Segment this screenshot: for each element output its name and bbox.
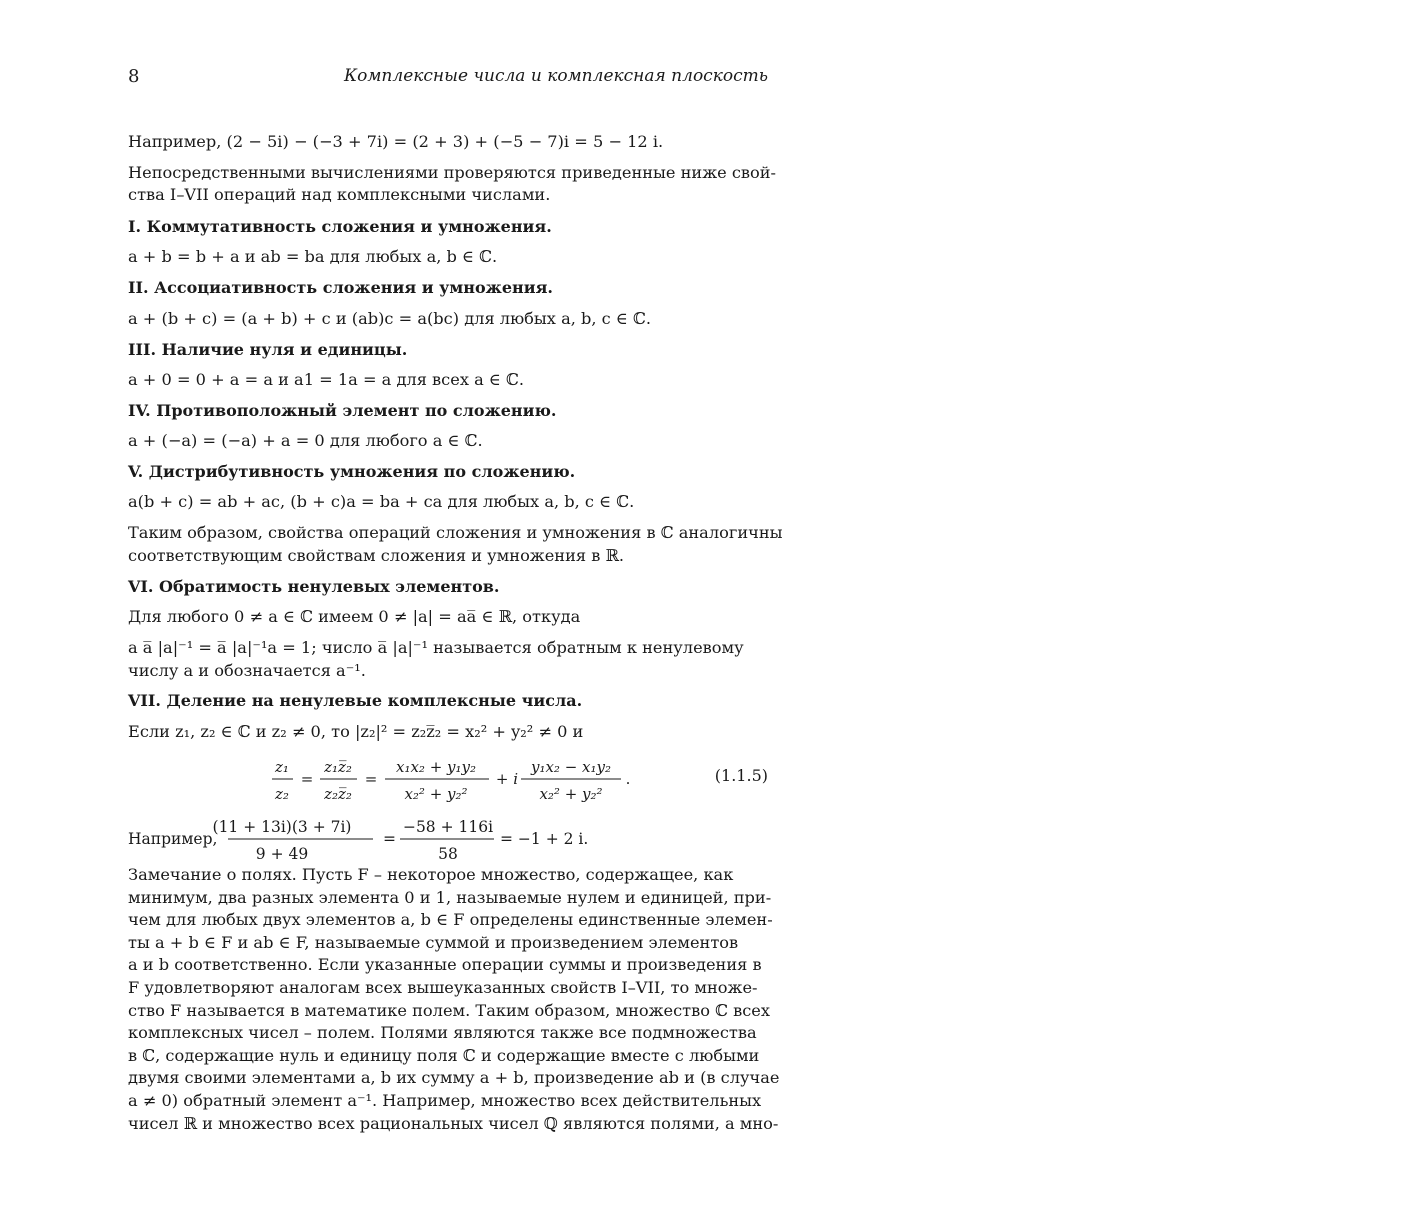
remark-line-5: a и b соответственно. Если указанные операции суммы и произведения в — [128, 955, 762, 975]
example-equals: = — [383, 830, 396, 848]
division-formula — [270, 752, 768, 810]
intro-line-2: ства I–VII операций над комплексными числами. — [128, 185, 551, 204]
remark-line-8: комплексных чисел – полем. Полями являются также все подмножества — [128, 1023, 757, 1043]
example-numerator-2: −58 + 116i — [402, 818, 494, 836]
conclusion-line-1: Таким образом, свойства операций сложения и умножения в ℂ аналогичны — [128, 523, 783, 542]
imag-part-denominator: x₂² + y₂² — [539, 785, 603, 803]
heading-invertibility: VI. Обратимость ненулевых элементов. — [128, 577, 500, 596]
division-line: Если z₁, z₂ ∈ ℂ и z₂ ≠ 0, то |z₂|² = z₂z̅₂ = x₂² + y₂² ≠ 0 и — [128, 722, 584, 741]
conj-denominator: z₂z̅₂ — [324, 785, 352, 803]
plus-i: + i — [495, 770, 519, 788]
real-part-denominator: x₂² + y₂² — [404, 785, 468, 803]
heading-division: VII. Деление на ненулевые комплексные числа. — [128, 691, 583, 710]
remark-line-11: a ≠ 0) обратный элемент a⁻¹. Например, множество всех действительных — [128, 1091, 762, 1110]
example-numerator-1: (11 + 13i)(3 + 7i) — [212, 818, 352, 836]
running-title: Комплексные числа и комплексная плоскость — [343, 66, 768, 86]
equals-sign-2: = — [364, 770, 378, 788]
remark-line-2: минимум, два разных элемента 0 и 1, называемые нулем и единицей, при- — [128, 887, 772, 907]
example-subtraction: Например, (2 − 5i) − (−3 + 7i) = (2 + 3) + (−5 − 7)i = 5 − 12 i. — [128, 132, 664, 151]
invertibility-line-2: a a̅ |a|⁻¹ = a̅ |a|⁻¹a = 1; число a̅ |a|⁻¹ называется обратным к ненулевому — [128, 638, 744, 657]
remark-line-9: в ℂ, содержащие нуль и единицу поля ℂ и содержащие вместе с любыми — [128, 1045, 760, 1065]
property-zero-one: a + 0 = 0 + a = a и a1 = 1a = a для всех a ∈ ℂ. — [128, 370, 525, 389]
division-example — [128, 814, 589, 864]
heading-zero-one: III. Наличие нуля и единицы. — [128, 340, 408, 359]
conclusion-line-2: соответствующим свойствам сложения и умножения в ℝ. — [128, 546, 625, 565]
example-denominator-2: 58 — [438, 845, 458, 863]
lhs-numerator: z₁ — [275, 758, 289, 776]
property-distributivity: a(b + c) = ab + ac, (b + c)a = ba + ca для любых a, b, c ∈ ℂ. — [128, 492, 635, 511]
example-result: = −1 + 2 i. — [500, 830, 589, 848]
heading-associativity: II. Ассоциативность сложения и умножения. — [128, 278, 553, 297]
heading-distributivity: V. Дистрибутивность умножения по сложению. — [128, 462, 576, 481]
remark-line-1: Замечание о полях. Пусть F – некоторое множество, содержащее, как — [128, 865, 734, 884]
invertibility-line-1: Для любого 0 ≠ a ∈ ℂ имеем 0 ≠ |a| = aa̅ ∈ ℝ, откуда — [128, 607, 581, 626]
intro-line-1: Непосредственными вычислениями проверяются приведенные ниже свой- — [128, 163, 777, 182]
lhs-denominator: z₂ — [275, 785, 289, 803]
property-additive-inverse: a + (−a) = (−a) + a = 0 для любого a ∈ ℂ. — [128, 431, 483, 450]
conj-numerator: z₁z̅₂ — [324, 758, 352, 776]
remark-line-10: двумя своими элементами a, b их сумму a + b, произведение ab и (в случае — [128, 1068, 780, 1088]
formula-period: . — [625, 770, 631, 788]
remark-line-6: F удовлетворяют аналогам всех вышеуказанных свойств I–VII, то множе- — [128, 978, 758, 997]
invertibility-line-3: числу a и обозначается a⁻¹. — [128, 661, 366, 680]
heading-additive-inverse: IV. Противоположный элемент по сложению. — [128, 401, 557, 420]
equation-number: (1.1.5) — [714, 766, 768, 785]
equals-sign-1: = — [300, 770, 314, 788]
imag-part-numerator: y₁x₂ − x₁y₂ — [530, 758, 612, 776]
remark-line-4: ты a + b ∈ F и ab ∈ F, называемые суммой и произведением элементов — [128, 932, 739, 952]
real-part-numerator: x₁x₂ + y₁y₂ — [395, 758, 477, 776]
remark-line-3: чем для любых двух элементов a, b ∈ F определены единственные элемен- — [128, 910, 773, 930]
example-denominator-1: 9 + 49 — [255, 845, 309, 863]
remark-line-7: ство F называется в математике полем. Таким образом, множество ℂ всех — [128, 1000, 771, 1020]
remark-line-12: чисел ℝ и множество всех рациональных чисел ℚ являются полями, а мно- — [128, 1113, 779, 1133]
heading-commutativity: I. Коммутативность сложения и умножения. — [128, 217, 552, 236]
page-number: 8 — [128, 66, 140, 87]
property-commutativity: a + b = b + a и ab = ba для любых a, b ∈ ℂ. — [128, 247, 498, 266]
example-label: Например, — [128, 830, 218, 848]
property-associativity: a + (b + c) = (a + b) + c и (ab)c = a(bc) для любых a, b, c ∈ ℂ. — [128, 309, 652, 328]
